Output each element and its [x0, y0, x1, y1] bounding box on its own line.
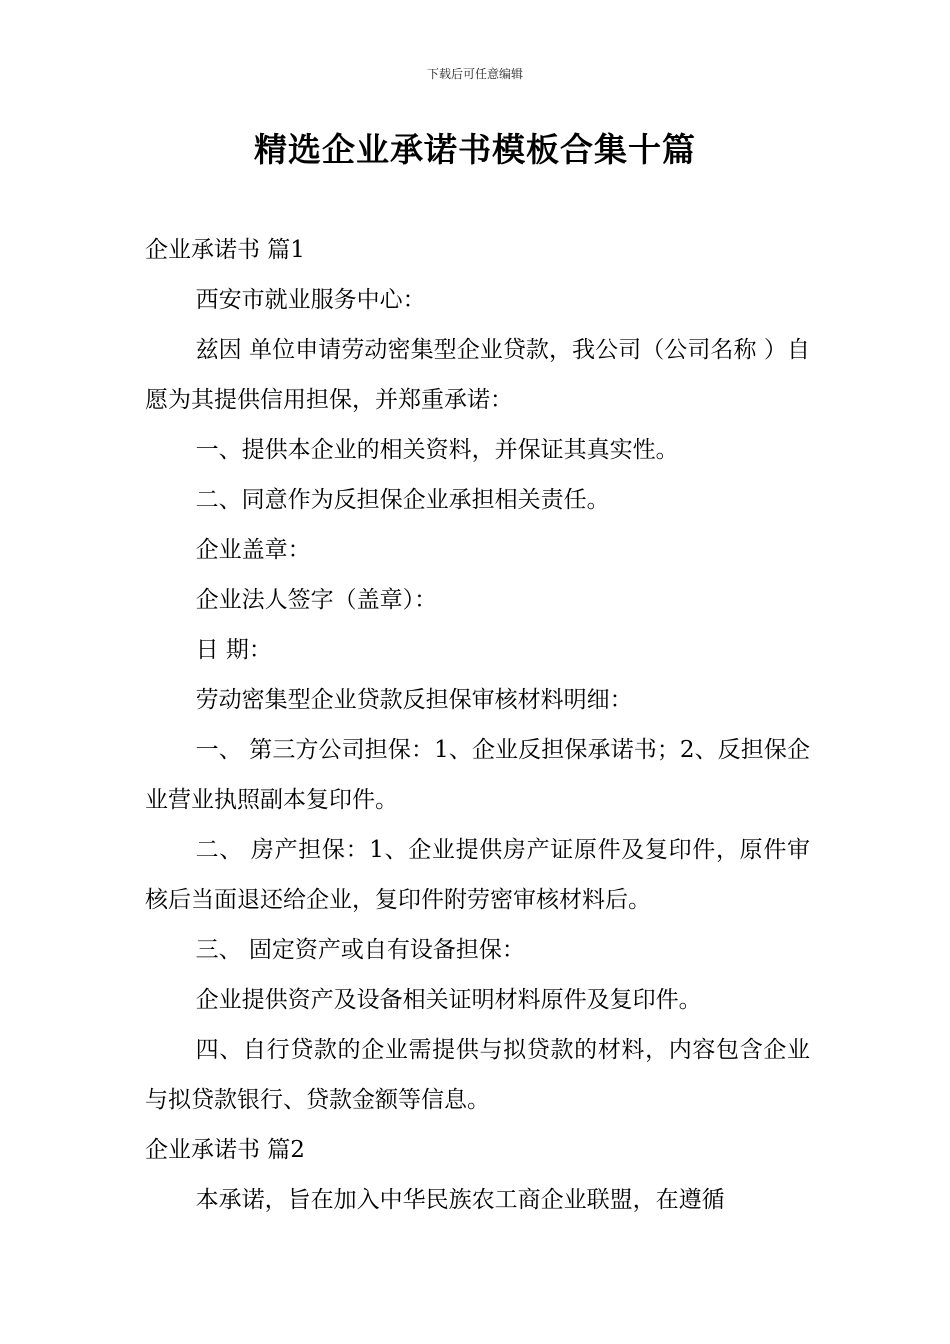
- paragraph: 四、自行贷款的企业需提供与拟贷款的材料，内容包含企业与拟贷款银行、贷款金额等信息。: [145, 1037, 810, 1113]
- section-heading: 企业承诺书 篇2: [145, 1137, 305, 1163]
- paragraph: 企业提供资产及设备相关证明材料原件及复印件。: [195, 987, 702, 1013]
- paragraph: 一、提供本企业的相关资料，并保证其真实性。: [195, 437, 679, 463]
- paragraph: 三、 固定资产或自有设备担保：: [195, 937, 525, 963]
- section-heading: 企业承诺书 篇1: [145, 237, 305, 263]
- paragraph: 企业法人签字（盖章）：: [195, 587, 438, 613]
- paragraph: 一、 第三方公司担保：1、企业反担保承诺书；2、反担保企业营业执照副本复印件。: [145, 737, 810, 813]
- paragraph: 兹因 单位申请劳动密集型企业贷款，我公司（公司名称 ）自愿为其提供信用担保，并郑重承诺：: [145, 337, 810, 413]
- paragraph: 劳动密集型企业贷款反担保审核材料明细：: [195, 687, 633, 713]
- paragraph: 日 期：: [195, 637, 272, 663]
- document-body: [145, 225, 810, 1225]
- document-title: 精选企业承诺书模板合集十篇: [254, 130, 696, 169]
- paragraph: 本承诺，旨在加入中华民族农工商企业联盟，在遵循: [195, 1187, 725, 1213]
- paragraph: 二、同意作为反担保企业承担相关责任。: [195, 487, 610, 513]
- paragraph: 二、 房产担保：1、企业提供房产证原件及复印件，原件审核后当面退还给企业，复印件附劳密审核材料后。: [145, 837, 810, 913]
- paragraph: 企业盖章：: [195, 537, 311, 563]
- header-note: 下载后可任意编辑: [426, 67, 523, 81]
- paragraph: 西安市就业服务中心：: [195, 287, 426, 313]
